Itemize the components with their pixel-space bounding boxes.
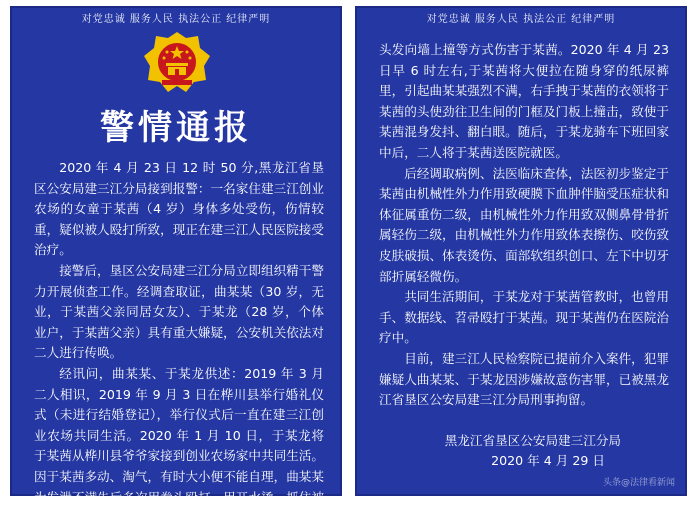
notice-body-left <box>34 158 324 529</box>
paragraph: 头发向墙上撞等方式伤害于某茜。2020 年 4 月 23 日早 6 时左右,于某茜将大便拉在随身穿的纸尿裤里，引起曲某某强烈不满，右手拽于某茜的衣领将于某茜的头使劲往卫生间的门框及门板上撞击，致使于某茜混身发抖、翻白眼。随后，于某龙骑车下班回家中后，二人将于某茜送医院就医。 <box>379 42 669 160</box>
paragraph: 2020 年 4 月 23 日 12 时 50 分,黑龙江省垦区公安局建三江分局接到报警：一名家住建三江创业农场的女童于某茜（4 岁）身体多处受伤，伤情较重，疑似被人殴打所致，现正在建三江人民医院接受治疗。 <box>34 160 324 258</box>
national-police-emblem-icon <box>142 30 212 96</box>
signature: 黑龙江省垦区公安局建三江分局 <box>444 432 621 448</box>
notice-body-right <box>379 40 669 472</box>
notice-page-right <box>355 6 687 496</box>
watermark: 头条@法律看新闻 <box>602 478 675 488</box>
notice-page-left <box>10 6 342 526</box>
motto: 对党忠诚 服务人民 执法公正 纪律严明 <box>426 14 616 25</box>
notice-date: 2020 年 4 月 29 日 <box>491 453 605 469</box>
paragraph: 目前，建三江人民检察院已提前介入案件，犯罪嫌疑人曲某某、于某龙因涉嫌故意伤害罪，已被黑龙江省垦区公安局建三江分局刑事拘留。 <box>379 350 669 408</box>
paragraph: 后经调取病例、法医临床查体，法医初步鉴定于某茜由机械性外力作用致硬膜下血肿伴脑受压症状和体征属重伤二级，由机械性外力作用致双侧鼻骨骨折属轻伤二级，由机械性外力作用致体表擦伤、咬伤致皮肤破损、体表烫伤、面部软组织创口、左下中切牙部折属轻微伤。 <box>379 165 669 284</box>
paragraph: 共同生活期间，于某龙对于某茜管教时，也曾用手、数据线、苕帚殴打于某茜。现于某茜仍在医院治疗中。 <box>379 289 669 346</box>
paragraph: 接警后，垦区公安局建三江分局立即组织精干警力开展侦查工作。经调查取证，曲某某（30 岁，无业，于某茜父亲同居女友）、于某龙（28 岁，个体业户，于某茜父亲）具有重大嫌疑，公安机关依法对二人进行传唤。 <box>34 262 324 361</box>
notice-title: 警情通报 <box>100 108 252 148</box>
paragraph: 经讯问，曲某某、于某龙供述：2019 年 3 月二人相识，2019 年 9 月 3 日在桦川县举行婚礼仪式（未进行结婚登记），举行仪式后一直在建三江创业农场共同生活。2020 年 1 月 10 日，于某龙将于某茜从桦川县爷爷家接到创业农场家中共同生活。因于某茜多动、淘气，有时大小便不能自理，曲某某为发泄不满先后多次用拳头殴打、用开水烫、抓住被害人 <box>34 365 324 526</box>
motto: 对党忠诚 服务人民 执法公正 纪律严明 <box>81 14 271 25</box>
